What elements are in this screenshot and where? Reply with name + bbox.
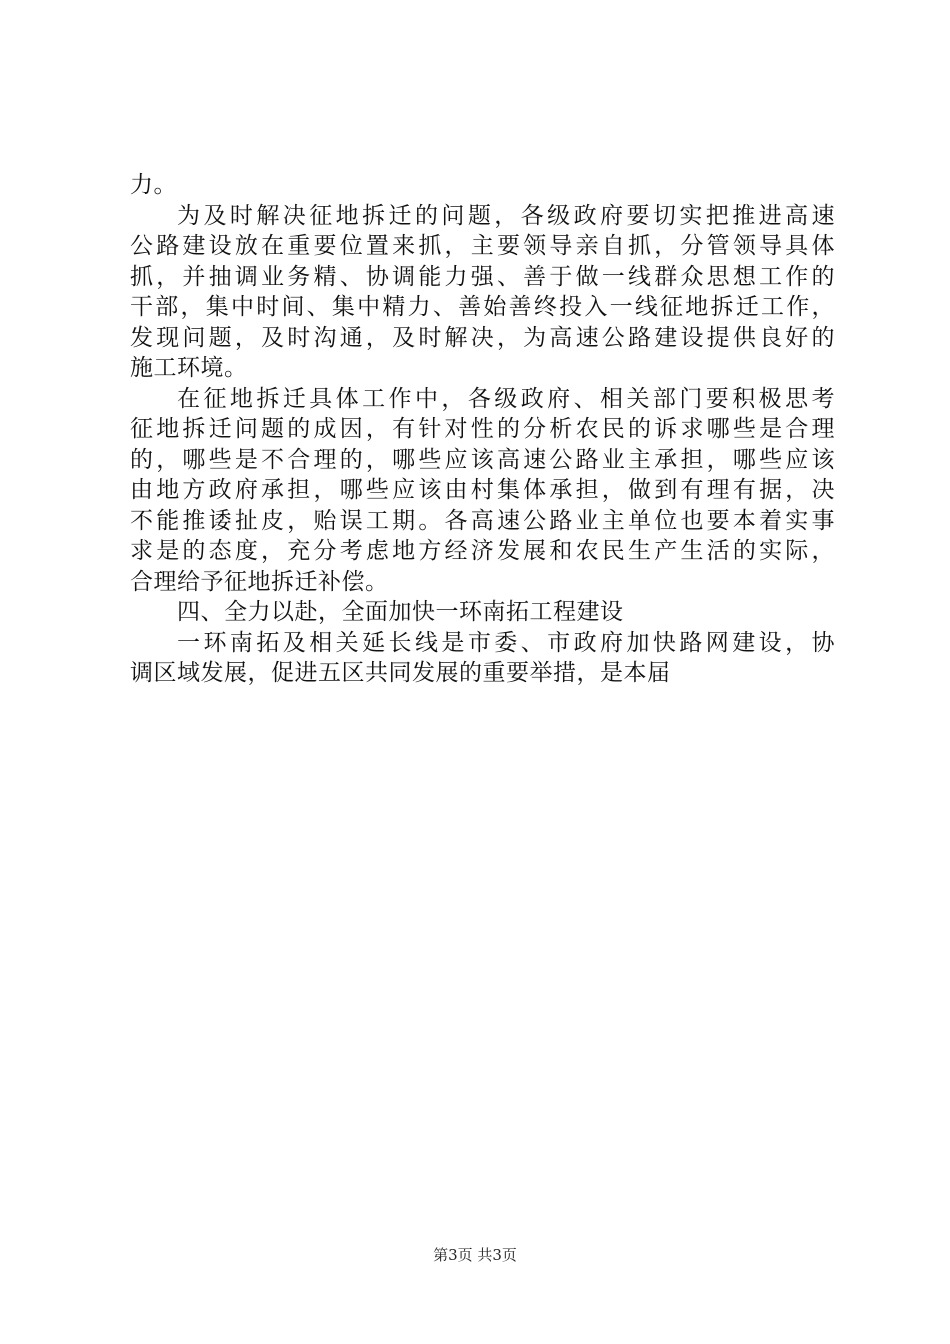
text-line: 由地方政府承担，哪些应该由村集体承担，做到有理有据，决 bbox=[130, 477, 835, 503]
text-line: 求是的态度，充分考虑地方经济发展和农民生产生活的实际， bbox=[130, 538, 835, 564]
text-line: 合理给予征地拆迁补偿。 bbox=[130, 568, 389, 595]
text-line: 一环南拓及相关延长线是市委、市政府加快路网建设，协 bbox=[177, 629, 835, 656]
text-line: 征地拆迁问题的成因，有针对性的分析农民的诉求哪些是合理 bbox=[130, 416, 835, 442]
text-line: 抓，并抽调业务精、协调能力强、善于做一线群众思想工作的 bbox=[130, 263, 835, 290]
text-line: 不能推诿扯皮，贻误工期。各高速公路业主单位也要本着实事 bbox=[130, 507, 835, 534]
text-line: 力。 bbox=[130, 172, 177, 198]
text-line: 的，哪些是不合理的，哪些应该高速公路业主承担，哪些应该 bbox=[130, 446, 835, 473]
text-line: 为及时解决征地拆迁的问题，各级政府要切实把推进高速 bbox=[177, 202, 835, 229]
text-line: 干部，集中时间、集中精力、善始善终投入一线征地拆迁工作， bbox=[130, 294, 835, 320]
text-line: 施工环境。 bbox=[130, 355, 248, 381]
text-line: 在征地拆迁具体工作中，各级政府、相关部门要积极思考 bbox=[177, 385, 835, 412]
page-footer: 第3页 共3页 bbox=[433, 1246, 517, 1264]
text-line: 调区域发展，促进五区共同发展的重要举措，是本届 bbox=[130, 660, 671, 686]
text-line: 四、全力以赴，全面加快一环南拓工程建设 bbox=[177, 599, 624, 625]
document-body bbox=[130, 170, 835, 689]
text-line: 公路建设放在重要位置来抓，主要领导亲自抓，分管领导具体 bbox=[130, 233, 835, 259]
text-line: 发现问题，及时沟通，及时解决，为高速公路建设提供良好的 bbox=[130, 324, 835, 351]
